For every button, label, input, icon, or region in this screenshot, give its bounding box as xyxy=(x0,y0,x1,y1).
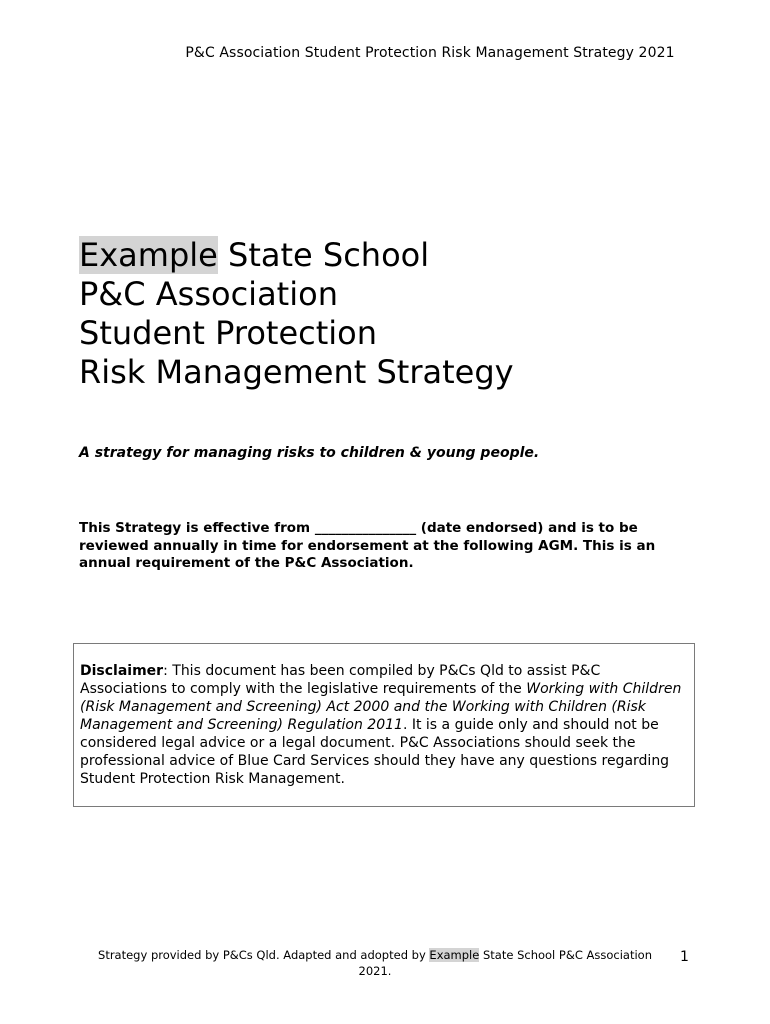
tagline: A strategy for managing risks to children & young people. xyxy=(79,445,540,461)
disclaimer-act-title: Working with Children (Risk Management and Screening) Act 2000 and the Working with Children (Risk Management and Screening) Regulation 2011 xyxy=(80,681,682,733)
disclaimer-text-2: . It is a guide only and should not be considered legal advice or a legal document. P&C Associations should seek the professional advice of Blue Card Services should they have any questions regarding Student Protection Risk Management. xyxy=(80,717,670,787)
title-line-2: P&C Association xyxy=(79,275,338,313)
title-line-1-rest: State School xyxy=(217,236,430,274)
effective-date-statement: This Strategy is effective from _______________ (date endorsed) and is to be reviewed annually in time for endorsement at the following AGM. This is an annual requirement of the P&C Association. xyxy=(79,520,656,571)
disclaimer-label: Disclaimer xyxy=(80,663,164,679)
title-line-3: Student Protection xyxy=(79,314,378,352)
disclaimer-box xyxy=(73,643,695,807)
footer-text-before: Strategy provided by P&Cs Qld. Adapted and adopted by xyxy=(98,948,430,962)
footer-text-after: State School P&C Association 2021. xyxy=(358,948,652,978)
footer-school-placeholder: Example xyxy=(429,948,480,962)
page-footer xyxy=(95,947,655,979)
disclaimer-text-1: : This document has been compiled by P&Cs Qld to assist P&C Associations to comply with the legislative requirements of the xyxy=(80,663,601,697)
page-number: 1 xyxy=(680,949,689,965)
document-title xyxy=(79,236,514,392)
running-header: P&C Association Student Protection Risk Management Strategy 2021 xyxy=(185,45,675,61)
school-name-placeholder: Example xyxy=(79,236,218,274)
title-line-4: Risk Management Strategy xyxy=(79,353,514,391)
title-line-1 xyxy=(79,236,514,275)
